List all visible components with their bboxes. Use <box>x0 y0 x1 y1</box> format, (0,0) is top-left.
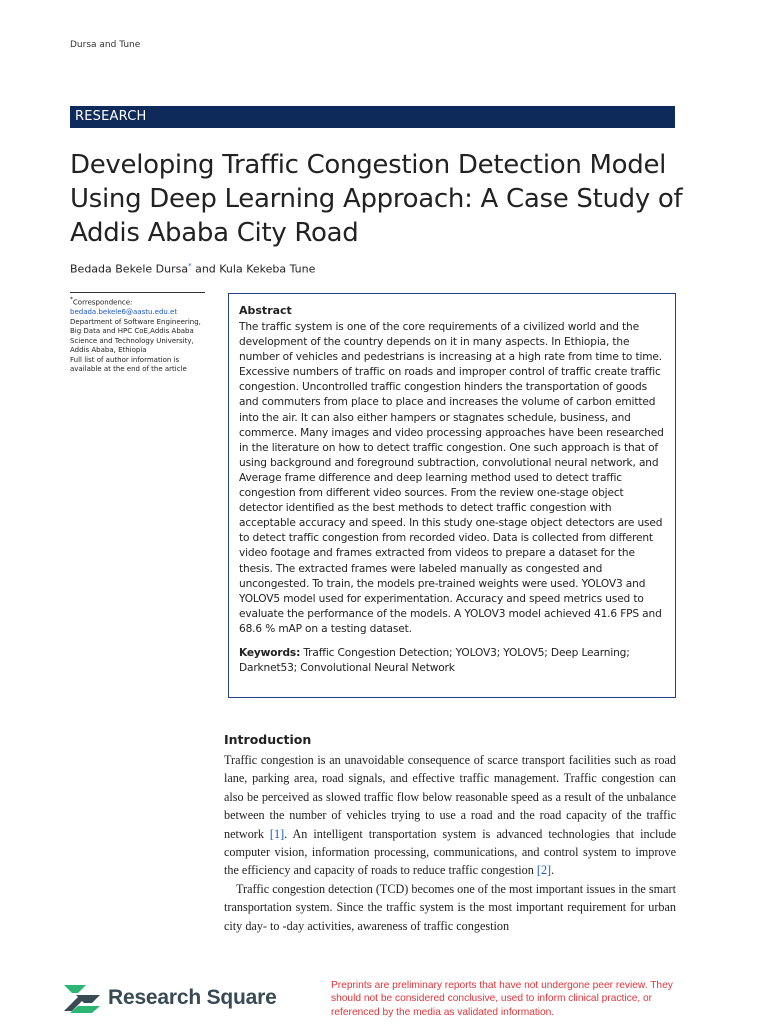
author-name: Bedada Bekele Dursa <box>70 262 189 276</box>
citation-link[interactable]: [1] <box>269 826 285 841</box>
abstract-heading: Abstract <box>239 304 292 317</box>
paragraph: Traffic congestion detection (TCD) becomes one of the most important issues in the smart transportation system. Since the traffic system is the most important requirement for urban city day- to -day activities, awareness of traffic congestion <box>224 881 676 933</box>
introduction-body <box>224 751 676 935</box>
keywords <box>239 646 665 676</box>
paragraph <box>224 751 676 880</box>
introduction-heading: Introduction <box>224 732 312 747</box>
correspondence-line <box>70 296 205 308</box>
author-list <box>70 262 315 276</box>
affiliation: Department of Software Engineering, Big Data and HPC CoE,Addis Ababa Science and Technology University, Addis Ababa, Ethiopia <box>70 317 201 355</box>
logo-text: Research Square <box>108 986 277 1009</box>
correspondence-label: Correspondence: <box>72 298 133 307</box>
keywords-label: Keywords: <box>239 646 301 659</box>
paragraph-text: Traffic congestion is an unavoidable consequence of scarce transport facilities such as road lane, parking area, road signals, and effective traffic management. Traffic congestion can also be perceived as slowed traffic flow below reasonable speed as a result of the unbalance between the number of vehicles trying to use a road and the road capacity of the traffic network <box>224 753 676 841</box>
paragraph-text: . An intelligent transportation system is advanced technologies that include computer vision, information processing, communications, and control system to improve the efficiency and capacity of roads to reduce traffic congestion <box>224 826 677 878</box>
abstract-box <box>228 293 676 698</box>
correspondence-sidebar <box>70 292 205 375</box>
keywords-list: Traffic Congestion Detection; YOLOV3; YOLOV5; Deep Learning; Darknet53; Convolutional Neural Network <box>239 646 630 675</box>
author-name: and Kula Kekeba Tune <box>191 262 316 276</box>
correspondence-mark: * <box>70 297 73 303</box>
email-link[interactable]: bedada.bekele6@aastu.edu.et <box>70 307 178 316</box>
citation-link[interactable]: [2] <box>536 863 552 878</box>
abstract-text: The traffic system is one of the core requirements of a civilized world and the development of the country depends on it in many aspects. In Ethiopia, the number of vehicles and pedestrians is increasing at a high rate from time to time. Excessive numbers of traffic on roads and improper control of traffic create traffic congestion. Uncontrolled traffic congestion hinders the transportation of goods and commuters from place to place and increases the volume of carbon emitted into the air. It can also either hampers or stagnates schedule, business, and commerce. Many images and video processing approaches have been researched in the literature on how to detect traffic congestion. One such approach is that of using background and foreground subtraction, convolutional neural network, and Average frame difference and deep learning method used to detect traffic congestion from different video sources. From the review one-stage object detector identified as the best methods to detect traffic congestion with acceptable accuracy and speed. In this study one-stage object detectors are used to detect traffic congestion from recorded video. Data is collected from different video footage and frames extracted from videos to prepare a dataset for the thesis. The extracted frames were labeled manually as congested and uncongested. To train, the models pre-trained weights were used. YOLOV3 and YOLOV5 model used for experimentation. Accuracy and speed metrics used to evaluate the performance of the models. A YOLOV3 model achieved 41.6 FPS and 68.6 % mAP on a testing dataset. <box>239 321 664 635</box>
author-info-note: Full list of author information is available at the end of the article <box>70 355 187 374</box>
correspondence-mark[interactable]: * <box>188 262 192 270</box>
research-square-logo-icon <box>62 982 102 1014</box>
paper-title: Developing Traffic Congestion Detection Model Using Deep Learning Approach: A Case Study of Addis Ababa City Road <box>70 150 683 248</box>
research-square-logo[interactable] <box>62 982 277 1014</box>
running-head: Dursa and Tune <box>70 40 141 50</box>
preprint-disclaimer: Preprints are preliminary reports that have not undergone peer review. They should not be considered conclusive, used to inform clinical practice, or referenced by the media as validated information. <box>331 980 673 1018</box>
section-label: RESEARCH <box>70 106 675 128</box>
paragraph-text: . <box>551 863 555 878</box>
